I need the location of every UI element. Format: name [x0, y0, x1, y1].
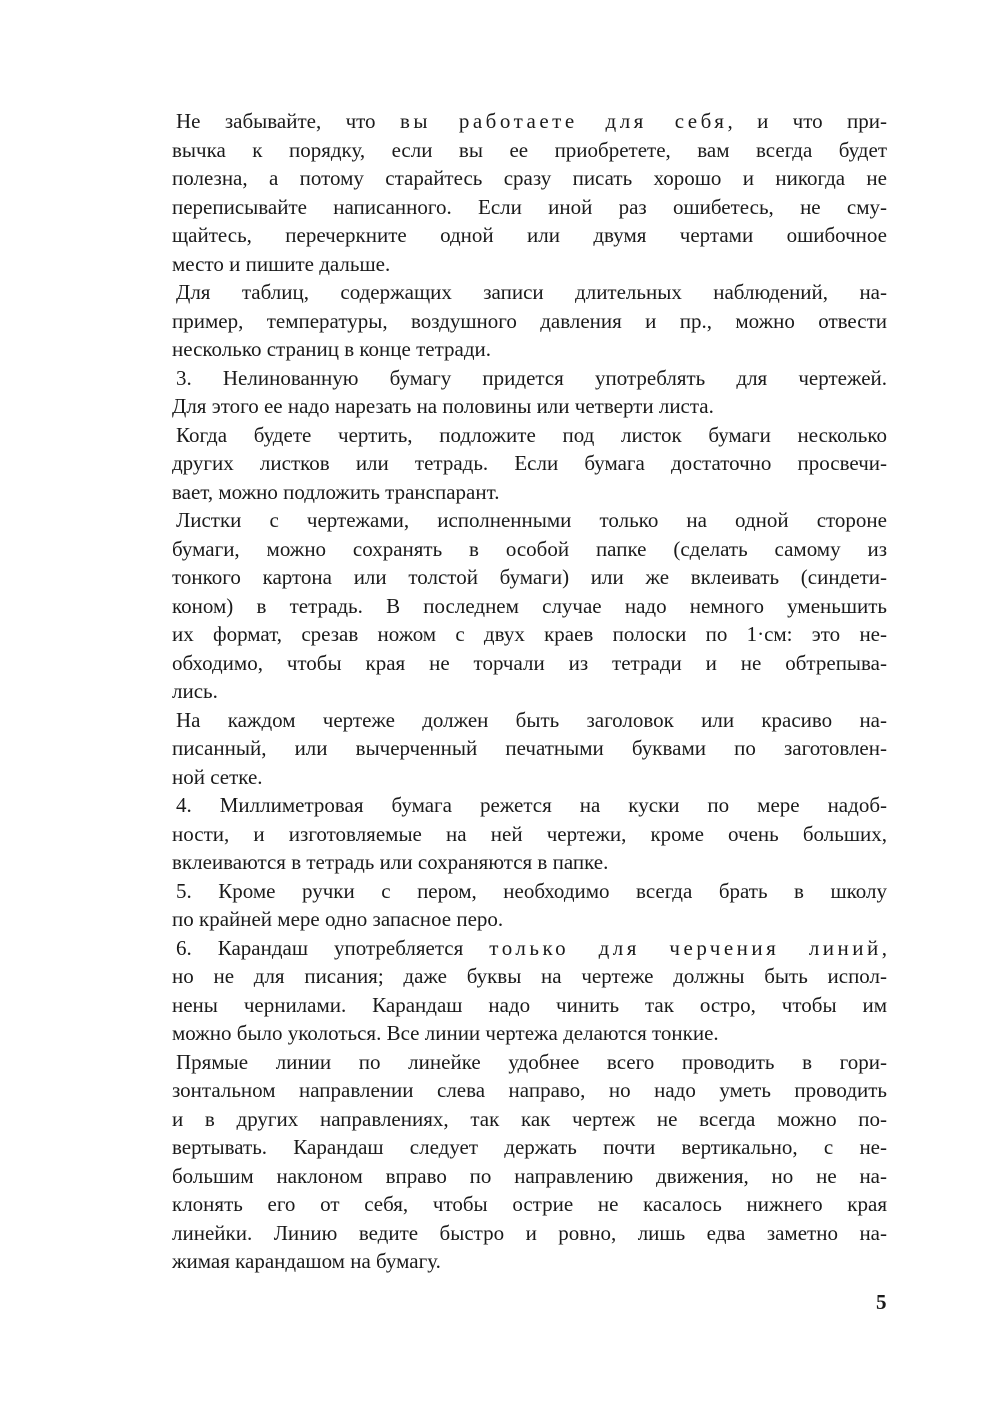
- paragraph: [172, 791, 887, 877]
- text-line: вертывать. Карандаш следует держать почти вертикально, с не-: [172, 1135, 887, 1159]
- text-line: ной сетке.: [172, 764, 263, 789]
- text-line: тонкого картона или толстой бумаги) или же вклеивать (синдети-: [172, 565, 887, 589]
- paragraph: [172, 107, 887, 278]
- text-line: 3. Нелинованную бумагу придется употреблять для чертежей.: [176, 365, 887, 390]
- text-line: Когда будете чертить, подложите под листок бумаги несколько: [176, 422, 887, 447]
- page-number: 5: [876, 1290, 887, 1314]
- paragraph: [172, 1048, 887, 1276]
- text-line: вает, можно подложить транспарант.: [172, 479, 500, 504]
- paragraph: [172, 506, 887, 706]
- text-line: полезна, а потому старайтесь сразу писать хорошо и никогда не: [172, 166, 887, 190]
- paragraph: [172, 877, 887, 934]
- text-line: обходимо, чтобы края не торчали из тетради и не обтрепыва-: [172, 650, 887, 675]
- text-line: [172, 107, 887, 136]
- paragraph: [172, 706, 887, 792]
- paragraph: [172, 364, 887, 421]
- text-line: можно было уколоться. Все линии чертежа делаются тонкие.: [172, 1021, 719, 1045]
- text-segment: , и что при-: [727, 109, 887, 133]
- text-line: их формат, срезав ножом с двух краев полоски по 1·см: это не-: [172, 622, 887, 646]
- text-line: вычка к порядку, если вы ее приобретете, вам всегда будет: [172, 137, 887, 162]
- text-line: лись.: [172, 679, 218, 703]
- paragraph: [172, 278, 887, 364]
- text-line: линейки. Линию ведите быстро и ровно, лишь едва заметно на-: [172, 1220, 887, 1245]
- text-line: ности, и изготовляемые на ней чертежи, кроме очень больших,: [172, 821, 887, 846]
- emphasized-text: вы работаете для себя: [399, 109, 728, 133]
- text-segment: 6. Карандаш употребляется: [176, 935, 490, 960]
- text-line: зонтальном направлении слева направо, но надо уметь проводить: [172, 1078, 887, 1102]
- text-line: коном) в тетрадь. В последнем случае надо немного уменьшить: [172, 593, 887, 618]
- text-line: пример, температуры, воздушного давления и пр., можно отвести: [172, 308, 887, 333]
- text-line: На каждом чертеже должен быть заголовок или красиво на-: [176, 707, 887, 732]
- text-line: бумаги, можно сохранять в особой папке (сделать самому из: [172, 536, 887, 561]
- text-line: 4. Миллиметровая бумага режется на куски по мере надоб-: [176, 793, 887, 817]
- text-line: Для этого ее надо нарезать на половины или четверти листа.: [172, 394, 714, 418]
- text-line: и в других направлениях, так как чертеж не всегда можно по-: [172, 1106, 887, 1131]
- text-line: Прямые линии по линейке удобнее всего проводить в гори-: [176, 1049, 887, 1074]
- text-line: Для таблиц, содержащих записи длительных наблюдений, на-: [176, 280, 887, 304]
- text-line: Листки с чертежами, исполненными только на одной стороне: [176, 508, 887, 532]
- paragraph: [172, 934, 887, 1048]
- text-line: большим наклоном вправо по направлению движения, но не на-: [172, 1163, 887, 1188]
- text-line: жимая карандашом на бумагу.: [172, 1249, 441, 1273]
- emphasized-text: только для черчения линий: [489, 935, 882, 960]
- text-segment: ,: [881, 935, 887, 960]
- text-line: щайтесь, перечеркните одной или двумя чертами ошибочное: [172, 223, 887, 247]
- text-line: писанный, или вычерченный печатными буквами по заготовлен-: [172, 736, 887, 760]
- text-segment: Не забывайте, что: [176, 109, 400, 133]
- body-text: [172, 107, 887, 1276]
- text-line: место и пишите дальше.: [172, 251, 391, 276]
- text-line: нены чернилами. Карандаш надо чинить так остро, чтобы им: [172, 992, 887, 1017]
- text-line: несколько страниц в конце тетради.: [172, 337, 492, 361]
- text-line: 5. Кроме ручки с пером, необходимо всегда брать в школу: [176, 878, 887, 903]
- text-line: по крайней мере одно запасное перо.: [172, 907, 504, 931]
- text-line: других листков или тетрадь. Если бумага достаточно просвечи-: [172, 451, 887, 475]
- paragraph: [172, 421, 887, 507]
- text-line: клонять его от себя, чтобы острие не касалось нижнего края: [172, 1192, 887, 1216]
- text-line: переписывайте написанного. Если иной раз ошибетесь, не сму-: [172, 194, 887, 219]
- text-line: но не для писания; даже буквы на чертеже должны быть испол-: [172, 964, 887, 988]
- text-line: вклеиваются в тетрадь или сохраняются в папке.: [172, 850, 609, 874]
- text-line: [172, 934, 887, 963]
